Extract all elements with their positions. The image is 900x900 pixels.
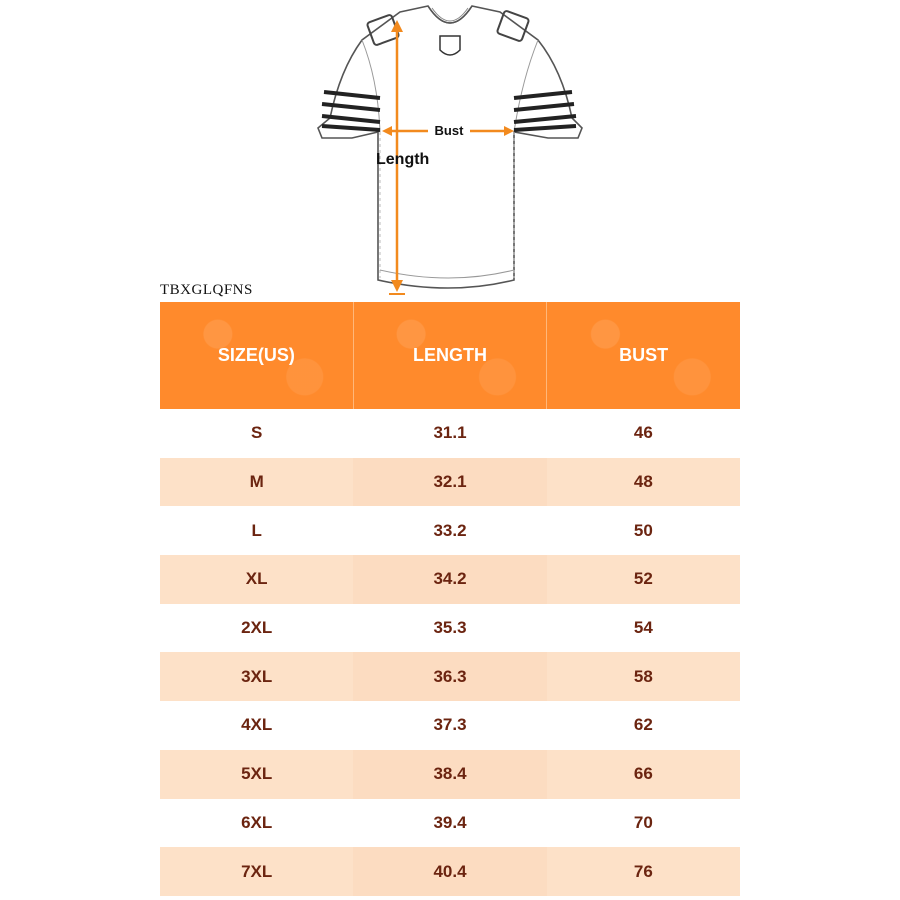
size-cell: 3XL <box>160 652 353 701</box>
size-cell: S <box>160 409 353 458</box>
length-cell: 40.4 <box>353 847 546 896</box>
table-row <box>160 701 740 750</box>
bust-cell: 52 <box>547 555 740 604</box>
length-cell: 35.3 <box>353 604 546 653</box>
size-cell: XL <box>160 555 353 604</box>
length-cell: 32.1 <box>353 458 546 507</box>
size-cell: 5XL <box>160 750 353 799</box>
length-cell: 31.1 <box>353 409 546 458</box>
bust-cell: 66 <box>547 750 740 799</box>
table-row <box>160 652 740 701</box>
length-cell: 33.2 <box>353 506 546 555</box>
shield-logo-icon <box>440 36 460 55</box>
length-cell: 36.3 <box>353 652 546 701</box>
bust-cell: 76 <box>547 847 740 896</box>
size-cell: 2XL <box>160 604 353 653</box>
length-label: Length <box>376 151 430 168</box>
table-row <box>160 458 740 507</box>
table-row <box>160 555 740 604</box>
size-cell: M <box>160 458 353 507</box>
size-cell: 7XL <box>160 847 353 896</box>
header-length: LENGTH <box>353 302 546 409</box>
length-cell: 38.4 <box>353 750 546 799</box>
table-row <box>160 604 740 653</box>
bust-cell: 70 <box>547 799 740 848</box>
table-header-row <box>160 302 740 409</box>
bust-label: Bust <box>434 123 464 138</box>
table-row <box>160 506 740 555</box>
table-row <box>160 750 740 799</box>
bust-cell: 48 <box>547 458 740 507</box>
size-cell: 6XL <box>160 799 353 848</box>
header-size: SIZE(US) <box>160 302 353 409</box>
size-cell: L <box>160 506 353 555</box>
length-cell: 37.3 <box>353 701 546 750</box>
length-cell: 34.2 <box>353 555 546 604</box>
jersey-illustration <box>300 0 600 300</box>
table-row <box>160 799 740 848</box>
bust-cell: 50 <box>547 506 740 555</box>
bust-cell: 46 <box>547 409 740 458</box>
bust-cell: 58 <box>547 652 740 701</box>
brand-name: TBXGLQFNS <box>160 282 253 298</box>
table-row <box>160 847 740 896</box>
bust-cell: 54 <box>547 604 740 653</box>
length-cell: 39.4 <box>353 799 546 848</box>
jersey-diagram <box>300 0 600 300</box>
bust-cell: 62 <box>547 701 740 750</box>
header-bust: BUST <box>547 302 740 409</box>
table-row <box>160 409 740 458</box>
size-chart-table <box>160 302 740 896</box>
size-cell: 4XL <box>160 701 353 750</box>
